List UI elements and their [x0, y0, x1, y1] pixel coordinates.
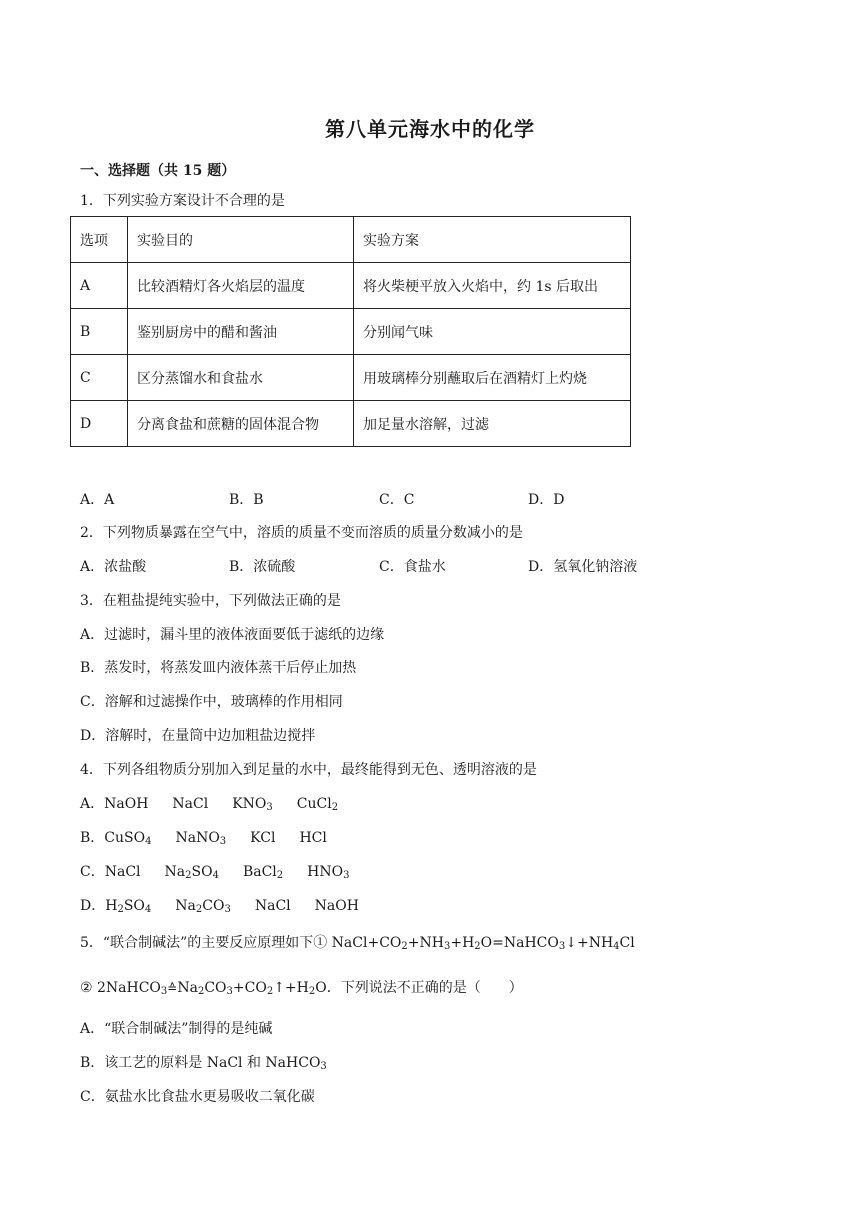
question-2-stem: 2．下列物质暴露在空气中，溶质的质量不变而溶质的质量分数减小的是 [80, 525, 523, 541]
table-row [71, 263, 631, 309]
q3-choice-c: C．溶解和过滤操作中，玻璃棒的作用相同 [80, 694, 343, 710]
table-cell: 区分蒸馏水和食盐水 [128, 355, 354, 401]
table-cell: 实验方案 [354, 217, 631, 263]
q3-choice-a: A．过滤时，漏斗里的液体液面要低于滤纸的边缘 [80, 627, 385, 643]
q3-choice-d: D．溶解时，在量筒中边加粗盐边搅拌 [80, 728, 316, 744]
question-4-stem: 4．下列各组物质分别加入到足量的水中，最终能得到无色、透明溶液的是 [80, 762, 537, 778]
q1-choice-d: D．D [528, 492, 565, 508]
table-cell: 实验目的 [128, 217, 354, 263]
table-cell: 分离食盐和蔗糖的固体混合物 [128, 401, 354, 447]
table-cell: 选项 [71, 217, 128, 263]
question-1-stem: 1．下列实验方案设计不合理的是 [80, 193, 285, 209]
table-cell: 用玻璃棒分别蘸取后在酒精灯上灼烧 [354, 355, 631, 401]
q1-choice-a: A．A [80, 492, 115, 508]
table-cell: C [71, 355, 128, 401]
table-cell: 分别闻气味 [354, 309, 631, 355]
question-5-stem-line-1: 5．“联合制碱法”的主要反应原理如下① NaCl+CO2+NH3+H2O=NaHCO3↓+NH4Cl [80, 935, 635, 952]
q5-choice-b: B．该工艺的原料是 NaCl 和 NaHCO3 [80, 1055, 327, 1072]
table-cell: 将火柴梗平放入火焰中，约 1s 后取出 [354, 263, 631, 309]
choice-label: D． [80, 898, 106, 914]
q4-choice-b: B．CuSO4 NaNO3 KCl HCl [80, 830, 327, 847]
table-cell: 鉴别厨房中的醋和酱油 [128, 309, 354, 355]
q1-choice-c: C．C [379, 492, 415, 508]
q3-choice-b: B．蒸发时，将蒸发皿内液体蒸干后停止加热 [80, 660, 357, 676]
q4-choice-d: D．H2SO4 Na2CO3 NaCl NaOH [80, 898, 359, 915]
table-row [71, 309, 631, 355]
q5-choice-c: C．氨盐水比食盐水更易吸收二氧化碳 [80, 1089, 315, 1105]
q5-stem-tail: ．下列说法不正确的是（ ） [326, 980, 523, 996]
choice-label: A． [80, 796, 105, 812]
table-cell: B [71, 309, 128, 355]
question-1-table [70, 216, 631, 447]
section-heading: 一、选择题（共 15 题） [80, 163, 236, 179]
table-row [71, 355, 631, 401]
table-cell: 加足量水溶解，过滤 [354, 401, 631, 447]
page-title: 第八单元海水中的化学 [325, 117, 535, 141]
choice-label: B． [80, 830, 105, 846]
q5-stem-text: 5．“联合制碱法”的主要反应原理如下 [80, 935, 314, 951]
table-cell: D [71, 401, 128, 447]
q1-choice-b: B．B [229, 492, 264, 508]
q2-choice-c: C．食盐水 [379, 559, 446, 575]
q2-choice-d: D．氢氧化钠溶液 [528, 559, 638, 575]
table-cell: 比较酒精灯各火焰层的温度 [128, 263, 354, 309]
q2-choice-b: B．浓硫酸 [229, 559, 296, 575]
table-row [71, 217, 631, 263]
table-row [71, 401, 631, 447]
table-cell: A [71, 263, 128, 309]
q4-choice-c: C．NaCl Na2SO4 BaCl2 HNO3 [80, 864, 350, 881]
question-5-stem-line-2: ② 2NaHCO3≙Na2CO3+CO2↑+H2O．下列说法不正确的是（ ） [80, 980, 523, 997]
q5-choice-b-text: B．该工艺的原料是 NaCl 和 NaHCO [80, 1055, 321, 1071]
q4-choice-a: A．NaOH NaCl KNO3 CuCl2 [80, 796, 339, 813]
choice-label: C． [80, 864, 105, 880]
question-3-stem: 3．在粗盐提纯实验中，下列做法正确的是 [80, 593, 341, 609]
q2-choice-a: A．浓盐酸 [80, 559, 147, 575]
q5-choice-a: A．“联合制碱法”制得的是纯碱 [80, 1021, 273, 1037]
